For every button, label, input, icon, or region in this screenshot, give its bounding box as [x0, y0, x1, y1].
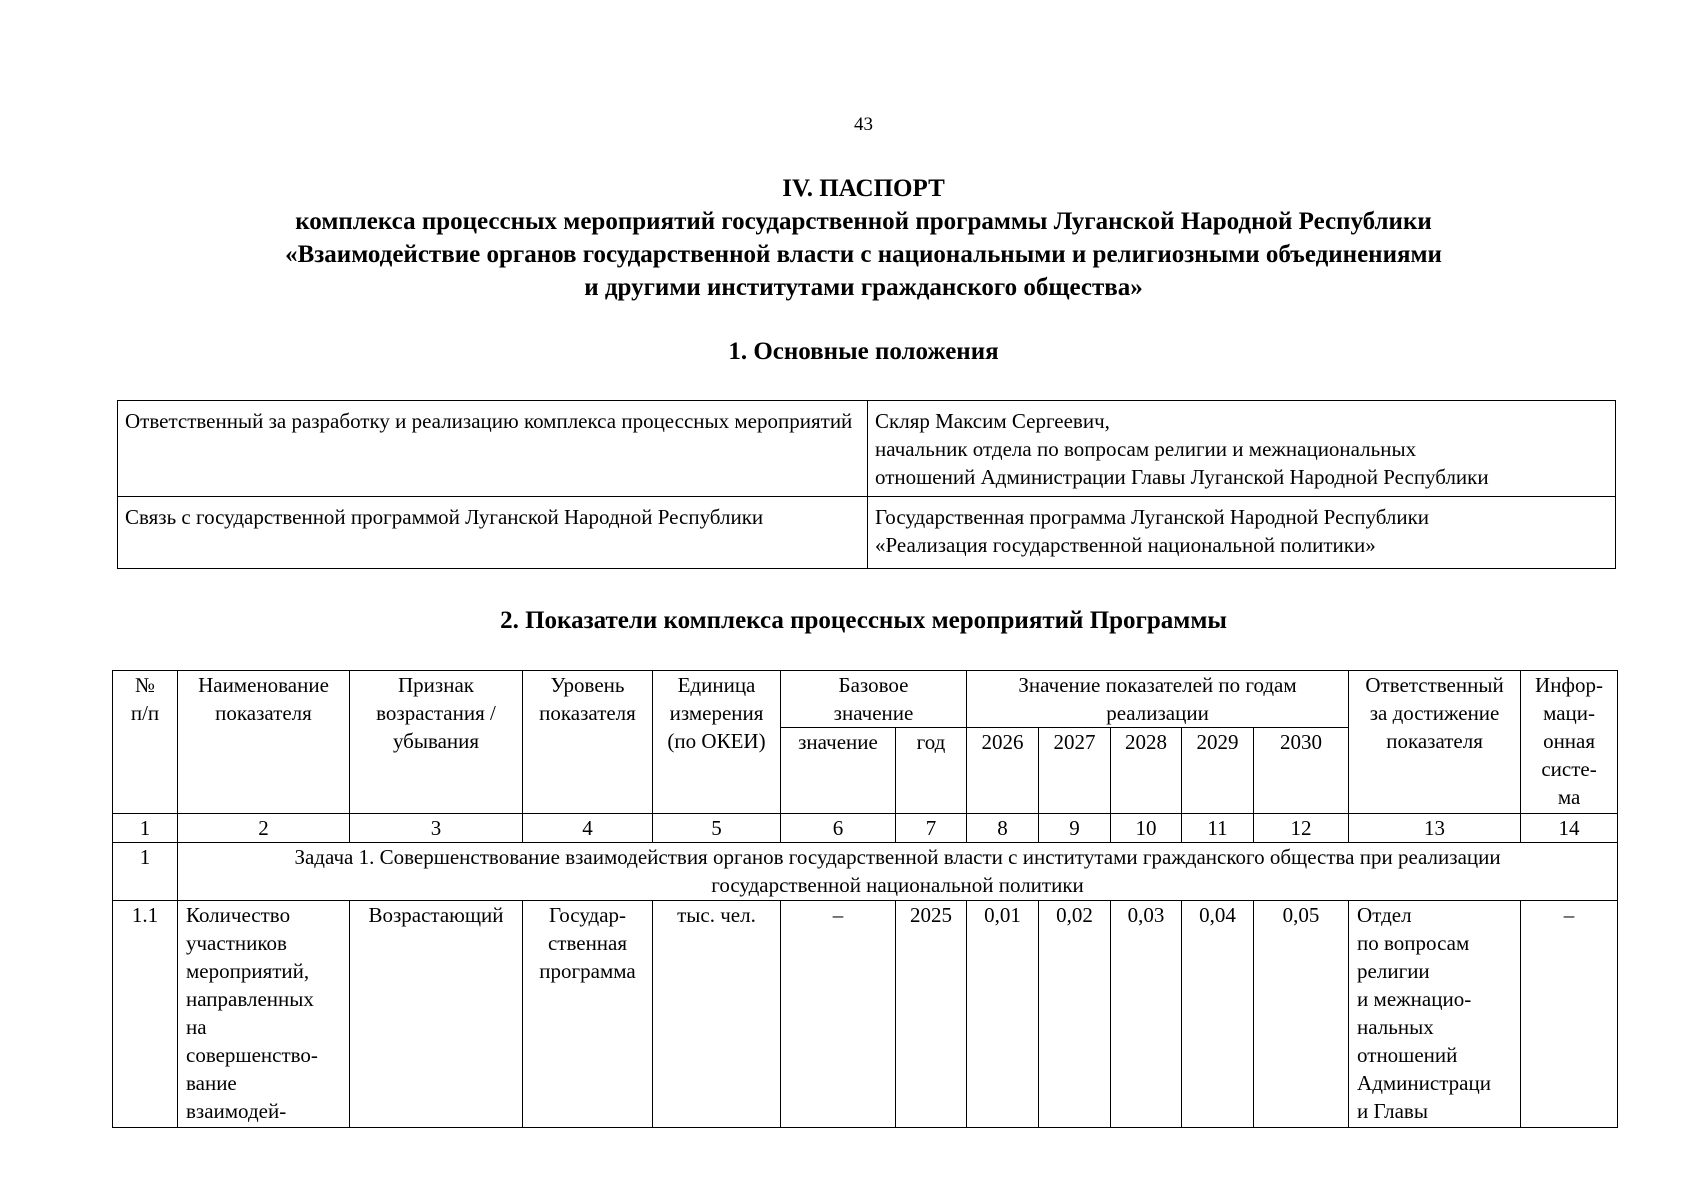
row-label: Связь с государственной программой Луганской Народной Республики	[118, 497, 868, 569]
indicator-responsible	[1349, 901, 1521, 1128]
responsible-line: Отдел	[1357, 903, 1412, 927]
header-year: 2028	[1111, 728, 1182, 814]
header-line: онная	[1543, 729, 1596, 753]
header-year: 2026	[967, 728, 1039, 814]
header-info-system	[1521, 671, 1618, 814]
header-line: ма	[1557, 785, 1581, 809]
row-value	[868, 497, 1616, 569]
column-number: 6	[781, 814, 896, 843]
indicators-table	[112, 670, 1618, 1128]
header-line: Инфор-	[1535, 673, 1604, 697]
level-line: программа	[539, 959, 636, 983]
header-line: показателя	[539, 701, 636, 725]
responsible-line: отношений	[1357, 1043, 1458, 1067]
responsible-line: и Главы	[1357, 1099, 1428, 1123]
indicator-base-value: –	[781, 901, 896, 1128]
name-line: Количество	[186, 903, 291, 927]
header-line: показателя	[215, 701, 312, 725]
column-number: 3	[350, 814, 523, 843]
value-line: Скляр Максим Сергеевич,	[875, 409, 1110, 433]
value-line: отношений Администрации Главы Луганской Народной Республики	[875, 465, 1489, 489]
header-line: Признак	[398, 673, 474, 697]
value-line: «Реализация государственной национальной политики»	[875, 533, 1376, 557]
header-line: №	[134, 673, 156, 697]
header-line: показателя	[1386, 729, 1483, 753]
row-label: Ответственный за разработку и реализацию комплекса процессных мероприятий	[118, 401, 868, 497]
header-years-group	[967, 671, 1349, 728]
header-unit	[653, 671, 781, 814]
header-line: значение	[833, 701, 914, 725]
level-line: Государ-	[548, 903, 627, 927]
title-line: «Взаимодействие органов государственной власти с национальными и религиозными объединениями	[285, 241, 1442, 268]
header-line: Значение показателей по годам	[1018, 673, 1297, 697]
section-1-heading: 1. Основные положения	[728, 338, 999, 365]
header-line: систе-	[1541, 757, 1597, 781]
column-number: 1	[113, 814, 178, 843]
indicator-info-system: –	[1521, 901, 1618, 1128]
header-line: Базовое	[838, 673, 909, 697]
name-line: взаимодей-	[186, 1099, 287, 1123]
header-year: 2027	[1039, 728, 1111, 814]
header-line: возрастания /	[376, 701, 496, 725]
responsible-line: и межнацио-	[1357, 987, 1472, 1011]
responsible-line: по вопросам	[1357, 931, 1470, 955]
name-line: на	[186, 1015, 207, 1039]
column-number: 5	[653, 814, 781, 843]
section-2-heading: 2. Показатели комплекса процессных мероприятий Программы	[500, 607, 1227, 634]
indicator-value-2026: 0,01	[967, 901, 1039, 1128]
header-base-year: год	[896, 728, 967, 814]
column-number: 2	[178, 814, 350, 843]
name-line: совершенство-	[186, 1043, 318, 1067]
header-line: Уровень	[550, 673, 625, 697]
indicator-number: 1.1	[113, 901, 178, 1128]
name-line: мероприятий,	[186, 959, 310, 983]
responsible-line: Администраци	[1357, 1071, 1491, 1095]
header-sign	[350, 671, 523, 814]
header-num	[113, 671, 178, 814]
indicator-base-year: 2025	[896, 901, 967, 1128]
indicator-row	[113, 901, 1618, 1128]
header-line: маци-	[1543, 701, 1596, 725]
column-number: 9	[1039, 814, 1111, 843]
indicator-sign: Возрастающий	[350, 901, 523, 1128]
row-value	[868, 401, 1616, 497]
title-line: комплекса процессных мероприятий государственной программы Луганской Народной Республики	[295, 208, 1432, 235]
header-responsible	[1349, 671, 1521, 814]
title-line: IV. ПАСПОРТ	[782, 175, 945, 202]
task-text-line: Задача 1. Совершенствование взаимодействия органов государственной власти с институтами гражданского общества при реализации	[294, 845, 1501, 869]
indicator-unit: тыс. чел.	[653, 901, 781, 1128]
task-text	[178, 843, 1618, 901]
value-line: Государственная программа Луганской Народной Республики	[875, 505, 1430, 529]
responsible-line: религии	[1357, 959, 1430, 983]
indicator-value-2030: 0,05	[1254, 901, 1349, 1128]
name-line: вание	[186, 1071, 237, 1095]
column-number: 11	[1182, 814, 1254, 843]
title-line: и другими институтами гражданского общества»	[584, 274, 1143, 301]
basic-provisions-table	[117, 400, 1616, 569]
value-line: начальник отдела по вопросам религии и межнациональных	[875, 437, 1417, 461]
header-name	[178, 671, 350, 814]
table-row	[118, 497, 1616, 569]
header-line: (по ОКЕИ)	[667, 729, 766, 753]
column-number: 12	[1254, 814, 1349, 843]
header-line: Единица	[677, 673, 756, 697]
header-year: 2029	[1182, 728, 1254, 814]
header-line: за достижение	[1369, 701, 1500, 725]
column-number: 7	[896, 814, 967, 843]
indicator-value-2027: 0,02	[1039, 901, 1111, 1128]
header-line: Ответственный	[1365, 673, 1504, 697]
name-line: участников	[186, 931, 287, 955]
column-number-row	[113, 814, 1618, 843]
header-level	[523, 671, 653, 814]
header-base-value: значение	[781, 728, 896, 814]
header-base	[781, 671, 967, 728]
document-title	[0, 172, 1697, 304]
indicator-name	[178, 901, 350, 1128]
column-number: 10	[1111, 814, 1182, 843]
indicator-value-2028: 0,03	[1111, 901, 1182, 1128]
header-row	[113, 671, 1618, 728]
level-line: ственная	[547, 931, 628, 955]
name-line: направленных	[186, 987, 314, 1011]
page-number: 43	[854, 114, 873, 135]
column-number: 14	[1521, 814, 1618, 843]
indicator-level	[523, 901, 653, 1128]
indicator-value-2029: 0,04	[1182, 901, 1254, 1128]
task-row	[113, 843, 1618, 901]
header-line: реализации	[1106, 701, 1209, 725]
responsible-line: нальных	[1357, 1015, 1434, 1039]
task-text-line: государственной национальной политики	[711, 873, 1084, 897]
header-year: 2030	[1254, 728, 1349, 814]
header-line: Наименование	[198, 673, 329, 697]
table-row	[118, 401, 1616, 497]
column-number: 13	[1349, 814, 1521, 843]
header-line: измерения	[669, 701, 764, 725]
header-line: убывания	[392, 729, 480, 753]
column-number: 8	[967, 814, 1039, 843]
task-number: 1	[113, 843, 178, 901]
column-number: 4	[523, 814, 653, 843]
header-line: п/п	[130, 701, 160, 725]
